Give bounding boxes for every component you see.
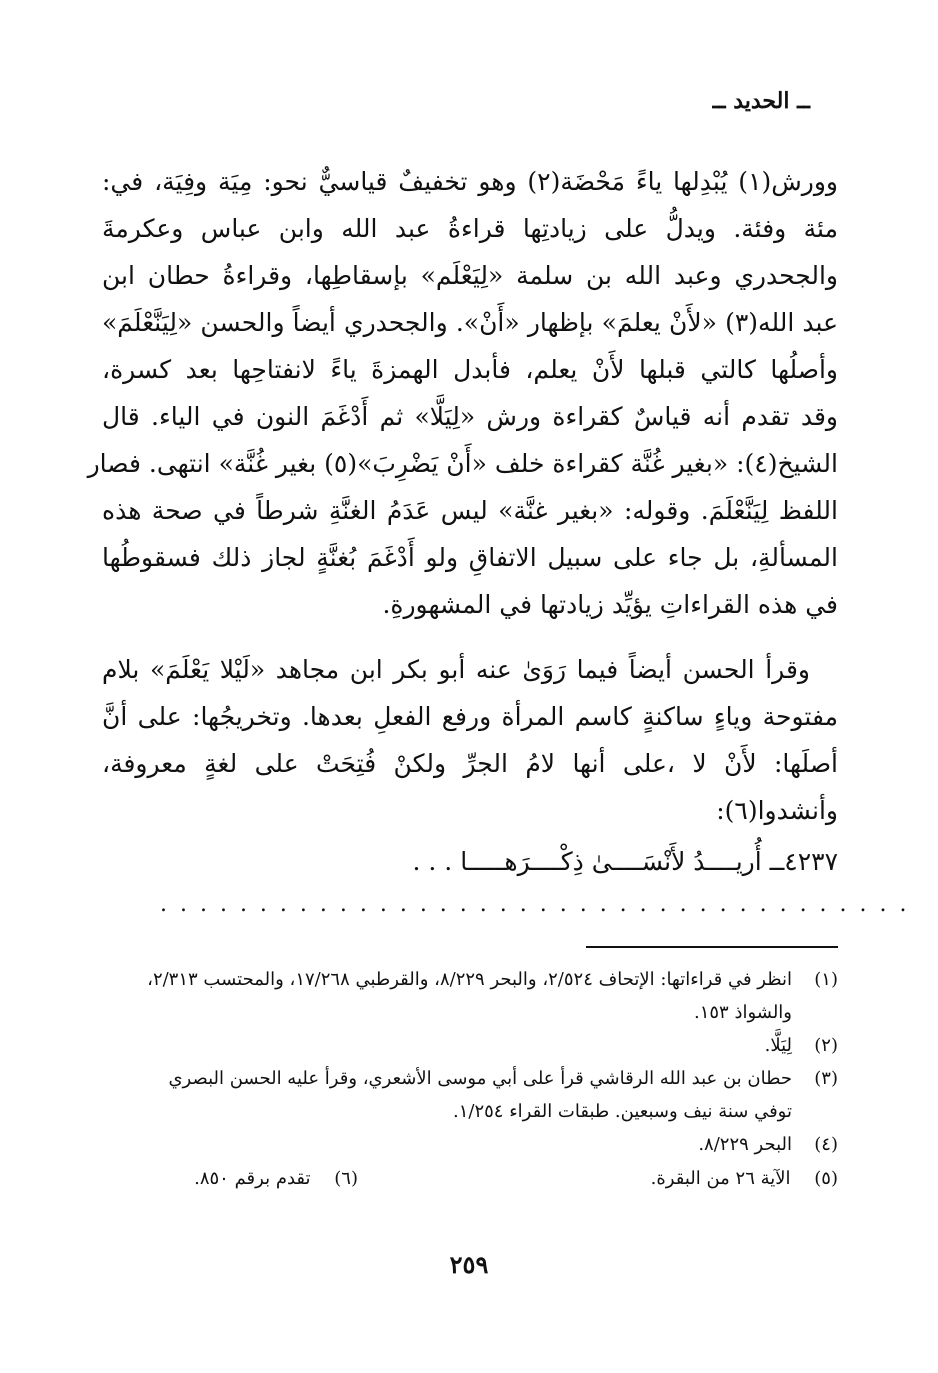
footnote-text: حطان بن عبد الله الرقاشي قرأ على أبي موسى الأشعري، وقرأ عليه الحسن البصري توفي سنة نيف وسبعين. طبقات القراء ١/٢٥٤. — [168, 1068, 792, 1122]
text-line: عبد الله(٣) «لأَنْ يعلمَ» بإظهار «أَنْ». والجحدري أيضاً والحسن «لِيَنَّعْلَمَ» — [102, 308, 839, 337]
paragraph-2 — [102, 646, 838, 834]
text-line: والجحدري وعبد الله بن سلمة «لِيَعْلَم» بإسقاطِها، وقراءةُ حطان ابن — [102, 261, 838, 290]
footnote-text: الآية ٢٦ من البقرة. — [650, 1168, 791, 1189]
poetry-verse: ٤٢٣٧ــ أُريــــدُ لأَنْسَــــىٰ ذِكْــــرَهـــــا . . . — [412, 847, 838, 876]
footnote-4 — [140, 1128, 838, 1161]
footnote-number: (٦) — [334, 1168, 358, 1189]
paragraph-1 — [87, 158, 839, 628]
text-line: اللفظ لِيَنَّعْلَمَ. وقوله: «بغير غنَّة» ليس عَدَمُ الغنَّةِ شرطاً في صحة هذه — [102, 496, 838, 525]
text-line: الشيخ(٤): «بغير غُنَّة كقراءة خلف «أَنْ يَضْرِبَ»(٥) بغير غُنَّة» انتهى. فصار — [87, 449, 838, 478]
footnote-text: تقدم برقم ٨٥٠. — [194, 1168, 311, 1189]
text-line: وورش(١) يُبْدِلها ياءً مَحْضَة(٢) وهو تخفيفٌ قياسيٌّ نحو: مِيَة وفِيَة، في: — [102, 167, 838, 196]
text-line: في هذه القراءاتِ يؤيِّد زيادتها في المشهورةِ. — [382, 590, 838, 619]
footnote-text: لِيَلَّا. — [764, 1035, 792, 1056]
text-line: مفتوحة وياءٍ ساكنةٍ كاسم المرأة ورفع الفعلِ بعدها. وتخريجُها: على أنَّ — [102, 702, 838, 731]
text-line: وقد تقدم أنه قياسٌ كقراءة ورش «لِيَلَّا» ثم أَدْغَمَ النون في الياء. قال — [102, 402, 838, 431]
footnote-number: (٢) — [814, 1035, 838, 1056]
text-line: وقرأ الحسن أيضاً فيما رَوَىٰ عنه أبو بكر ابن مجاهد «لَيْلا يَعْلَمَ» بلام — [102, 655, 810, 684]
footnote-row-5-6 — [140, 1161, 838, 1197]
verse-continuation-dots: . . . . . . . . . . . . . . . . . . . . . . . . . . . . . . . . . . . . . . — [160, 892, 910, 917]
footnote-5 — [651, 1161, 838, 1197]
text-line: وأصلُها كالتي قبلها لأَنْ يعلم، فأبدل الهمزةَ ياءً لانفتاحِها بعد كسرة، — [102, 355, 838, 384]
footnote-6 — [194, 1161, 358, 1197]
footnotes — [140, 963, 838, 1197]
text-line: أصلَها: لأَنْ لا ،على أنها لامُ الجرِّ ولكنْ فُتِحَتْ على لغةٍ معروفة، — [102, 749, 838, 778]
text-line: مئة وفئة. ويدلُّ على زيادتِها قراءةُ عبد الله وابن عباس وعكرمةَ — [102, 214, 838, 243]
footnote-separator — [586, 946, 838, 948]
footnote-2 — [140, 1029, 838, 1062]
footnote-number: (١) — [814, 969, 838, 990]
text-line: وأنشدوا(٦): — [716, 796, 838, 825]
footnote-3 — [140, 1062, 838, 1128]
footnote-1 — [140, 963, 838, 1029]
running-header: ــ الحديد ــ — [712, 88, 810, 114]
footnote-number: (٥) — [814, 1168, 838, 1189]
page-number: ٢٥٩ — [449, 1250, 489, 1279]
text-line: المسألةِ، بل جاء على سبيل الاتفاقِ ولو أَدْغَمَ بُغنَّةٍ لجاز ذلك فسقوطُها — [102, 543, 838, 572]
footnote-number: (٤) — [814, 1134, 838, 1155]
footnote-number: (٣) — [814, 1068, 838, 1089]
footnote-text: البحر ٨/٢٢٩. — [698, 1134, 792, 1155]
footnote-text: انظر في قراءاتها: الإتحاف ٢/٥٢٤، والبحر ٨/٢٢٩، والقرطبي ١٧/٢٦٨، والمحتسب ٢/٣١٣، والشواذ ١٥٣. — [147, 969, 792, 1023]
